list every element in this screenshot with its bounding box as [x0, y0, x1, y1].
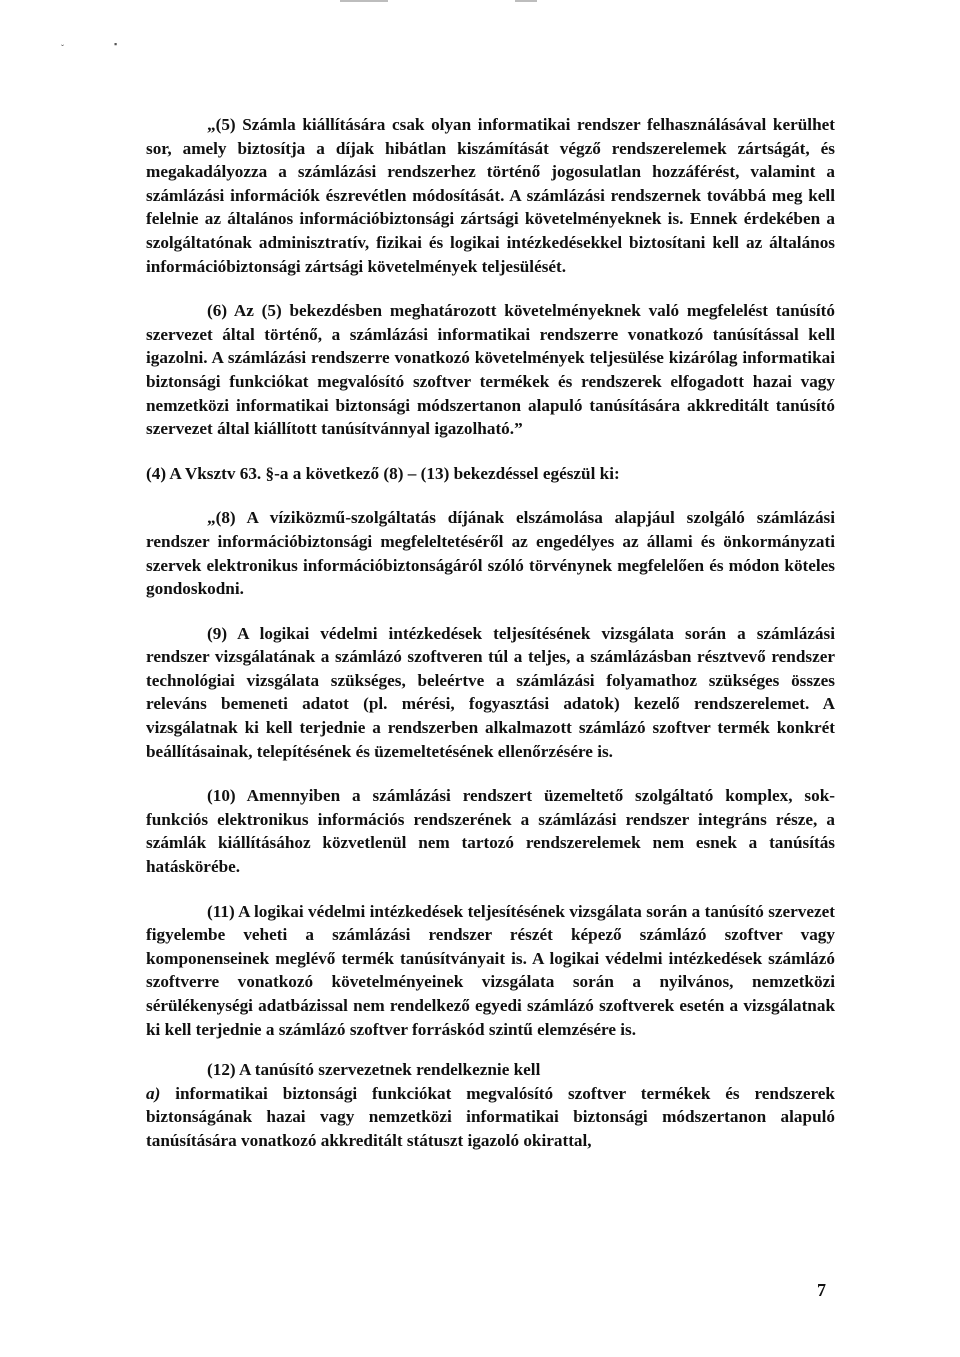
item-letter: a)	[146, 1083, 161, 1103]
document-body	[146, 113, 835, 1153]
scan-speck: ▪	[114, 39, 118, 49]
top-scan-line	[515, 0, 537, 2]
paragraph-6: (6) Az (5) bekezdésben meghatározott követelményeknek való megfelelést tanúsító szervezet által történő, a számlázási informatikai rendszerre vonatkozó tanúsítással kell igazolni. A számlázási rendszerre vonatkozó követelmények teljesülése kizárólag informatikai biztonsági funkciókat megvalósító szoftver termékek és rendszerek elfogadott hazai vagy nemzetközi informatikai biztonsági módszertanon alapuló tanúsítására akkreditált tanúsító szervezet által kiállított tanúsítvánnyal igazolható.”	[146, 301, 835, 439]
paragraph-9: (9) A logikai védelmi intézkedések teljesítésének vizsgálata során a számlázási rendszer vizsgálatának a számlázó szoftveren túl a teljes, a számlázásban résztvevő rendszer technológiai vizsgálata szükséges, beleértve a számlázási folyamathoz szükséges összes releváns bemeneti adatot (pl. mérési, fogyasztási adatok) kezelő rendszerelemet. A vizsgálatnak ki kell terjednie a rendszerben alkalmazott számlázó szoftver termék konkrét beállításainak, telepítésének és üzemeltetésének ellenőrzésére is.	[146, 623, 835, 761]
paragraph-12: (12) A tanúsító szervezetnek rendelkeznie kell	[207, 1060, 541, 1080]
paragraph-12-item-a	[146, 1082, 835, 1153]
paragraph-8: „(8) A víziközmű-szolgáltatás díjának elszámolása alapjául szolgáló számlázási rendszer információbiztonsági megfeleltetéséről az engedélyes az állami és önkormányzati szervek elektronikus információbiztonságáról szóló törvénynek megfelelően és módon köteles gondoskodni.	[146, 508, 835, 599]
paragraph-10: (10) Amennyiben a számlázási rendszert üzemeltető szolgáltató komplex, sok-funkciós elektronikus információs rendszerének a számlázási rendszer integráns része, a számlák kiállításához közvetlenül nem tartozó rendszerelemek nem esnek a tanúsítás hatáskörébe.	[146, 786, 835, 877]
item-text: informatikai biztonsági funkciókat megvalósító szoftver termékek és rendszerek biztonságának hazai vagy nemzetközi informatikai biztonsági módszertanon alapuló tanúsítására vonatkozó akkreditált státuszt igazoló okirattal,	[146, 1083, 835, 1150]
page-number: 7	[817, 1280, 826, 1300]
top-scan-line	[340, 0, 388, 2]
scan-speck: ˇ	[61, 43, 64, 53]
paragraph-5: „(5) Számla kiállítására csak olyan informatikai rendszer felhasználásával kerülhet sor, amely biztosítja a díjak hibátlan kiszámítását végző rendszerelemek zártságát, és megakadályozza a számlázási rendszerhez történő jogosulatlan hozzáférést, valamint a számlázási információk észrevétlen módosítását. A számlázási rendszernek továbbá meg kell felelnie az általános információbiztonsági zártsági követelményeknek is. Ennek érdekében a szolgáltatónak adminisztratív, fizikai és logikai intézkedésekkel biztosítani kell az általános információbiztonsági zártsági követelmények teljesülését.	[146, 115, 835, 276]
paragraph-amendment-intro: (4) A Vksztv 63. §-a a következő (8) – (13) bekezdéssel egészül ki:	[146, 463, 620, 483]
paragraph-11: (11) A logikai védelmi intézkedések teljesítésének vizsgálata során a tanúsító szervezet figyelembe veheti a számlázási rendszer részét képező számlázó szoftver vagy komponenseinek meglévő termék tanúsítványait is. A logikai védelmi intézkedések számlázó szoftverre vonatkozó követelményeinek vizsgálata során a nyilvános, nemzetközi sérülékenységi adatbázissal nem rendelkező egyedi számlázó szoftverek esetén a vizsgálatnak ki kell terjednie a számlázó szoftver forráskód szintű elemzésére is.	[146, 901, 835, 1039]
